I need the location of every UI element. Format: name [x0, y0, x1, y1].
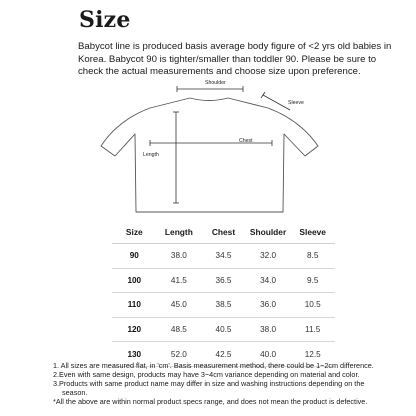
column-header: Length	[157, 220, 202, 244]
table-cell: 130	[112, 342, 157, 367]
table-cell: 36.0	[246, 293, 291, 318]
note-item: 3.Products with same product name may differ in size and washing instructions depending on the	[53, 379, 365, 389]
note-item: 2.Even with same design, products may have 3~4cm variance depending on material and color.	[53, 370, 360, 380]
table-cell: 38.0	[157, 244, 202, 269]
sleeve-label: Sleeve	[288, 100, 304, 106]
table-row	[112, 317, 335, 342]
size-table	[112, 220, 335, 367]
table-row	[112, 244, 335, 269]
table-cell: 90	[112, 244, 157, 269]
table-cell: 12.5	[290, 342, 335, 367]
table-cell: 34.0	[246, 268, 291, 293]
table-cell: 48.5	[157, 317, 202, 342]
table-row	[112, 293, 335, 318]
table-cell: 32.0	[246, 244, 291, 269]
shoulder-label: Shoulder	[205, 80, 226, 86]
column-header: Sleeve	[290, 220, 335, 244]
table-cell: 38.5	[201, 293, 246, 318]
table-cell: 40.5	[201, 317, 246, 342]
table-cell: 52.0	[157, 342, 202, 367]
column-header: Chest	[201, 220, 246, 244]
table-cell: 36.5	[201, 268, 246, 293]
table-cell: 34.5	[201, 244, 246, 269]
length-label: Length	[143, 152, 159, 158]
table-cell: 110	[112, 293, 157, 318]
table-cell: 11.5	[290, 317, 335, 342]
column-header: Shoulder	[246, 220, 291, 244]
note-item: *All the above are within normal product specs range, and does not mean the product is defective.	[53, 397, 368, 407]
table-cell: 10.5	[290, 293, 335, 318]
intro-text: Babycot line is produced basis average body figure of <2 yrs old babies in Korea. Babycot 90 is tighter/smaller than toddler 90. Please be sure to check the actual measurements and choose size upon preference.	[78, 41, 392, 78]
table-cell: 120	[112, 317, 157, 342]
table-cell: 8.5	[290, 244, 335, 269]
table-header-row	[112, 220, 335, 244]
table-cell: 42.5	[201, 342, 246, 367]
table-row	[112, 268, 335, 293]
tshirt-outline	[101, 98, 318, 212]
table-cell: 45.0	[157, 293, 202, 318]
table-cell: 38.0	[246, 317, 291, 342]
note-item: 1. All sizes are measured flat, in 'cm'. Basis measurement method, there could be 1~2cm difference.	[53, 361, 374, 370]
table-cell: 9.5	[290, 268, 335, 293]
table-cell: 41.5	[157, 268, 202, 293]
column-header: Size	[112, 220, 157, 244]
table-cell: 40.0	[246, 342, 291, 367]
table-cell: 100	[112, 268, 157, 293]
note-item: season.	[62, 388, 88, 398]
notes	[53, 361, 413, 406]
chest-label: Chest	[239, 138, 253, 144]
page-title: Size	[79, 7, 131, 33]
